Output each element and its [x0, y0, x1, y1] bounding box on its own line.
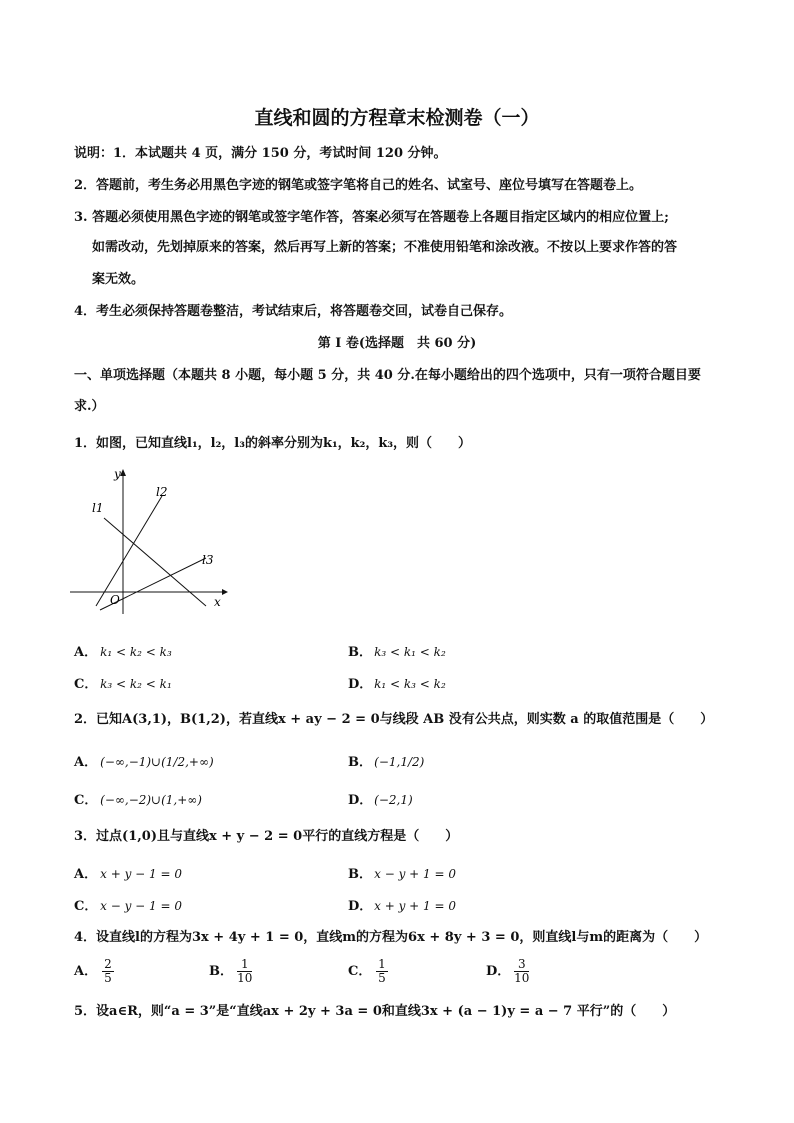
option-text: k₃ < k₁ < k₂ [374, 645, 446, 659]
fraction [514, 958, 529, 985]
question-1-option-d[interactable] [348, 676, 446, 693]
option-label: D． [486, 964, 511, 979]
option-text: (−∞,−2)∪(1,+∞) [100, 793, 202, 807]
option-label: C． [74, 899, 98, 914]
l3-label: l3 [202, 553, 214, 567]
question-3-option-d[interactable] [348, 898, 456, 915]
numerator: 3 [514, 958, 529, 972]
origin-label: O [110, 593, 120, 607]
y-axis-arrow-icon [120, 469, 126, 476]
question-1-figure [66, 466, 236, 616]
denominator: 10 [514, 971, 530, 985]
question-3-option-c[interactable] [74, 898, 182, 915]
option-label: A． [74, 645, 98, 660]
question-1-stem: 1．如图，已知直线l₁，l₂，l₃的斜率分别为k₁，k₂，k₃，则（ ） [74, 436, 472, 451]
instruction-line-3: 3. 答题必须使用黑色字迹的钢笔或签字笔作答，答案必须写在答题卷上各题目指定区域内的相应位置上; [74, 210, 669, 225]
denominator: 5 [104, 971, 112, 985]
option-label: C． [348, 964, 372, 979]
instruction-line-1: 说明：1．本试题共 4 页，满分 150 分，考试时间 120 分钟。 [74, 146, 447, 161]
option-label: C． [74, 793, 98, 808]
denominator: 10 [237, 971, 253, 985]
question-1-option-b[interactable] [348, 644, 446, 661]
option-label: A． [74, 755, 98, 770]
question-4-option-c[interactable] [348, 958, 390, 985]
y-axis-label: y [114, 467, 121, 481]
numerator: 2 [104, 957, 112, 971]
option-text: k₃ < k₂ < k₁ [100, 677, 172, 691]
instruction-line-6: 4．考生必须保持答题卷整洁，考试结束后，将答题卷交回，试卷自己保存。 [74, 304, 513, 319]
section-heading: 第 I 卷(选择题 共 60 分) [317, 336, 477, 351]
option-label: B． [209, 964, 233, 979]
option-label: B． [348, 755, 372, 770]
x-axis-label: x [214, 595, 221, 609]
option-label: B． [348, 867, 372, 882]
question-4-option-b[interactable] [209, 958, 254, 985]
option-label: A． [74, 867, 98, 882]
question-2-stem: 2．已知A(3,1)，B(1,2)，若直线x + ay − 2 = 0与线段 AB 没有公共点，则实数 a 的取值范围是（ ） [74, 712, 714, 727]
option-text: k₁ < k₃ < k₂ [374, 677, 446, 691]
option-text: x + y + 1 = 0 [374, 899, 457, 913]
question-3-option-b[interactable] [348, 866, 456, 883]
option-label: B． [348, 645, 372, 660]
numerator: 1 [237, 958, 252, 972]
question-4-stem: 4．设直线l的方程为3x + 4y + 1 = 0，直线m的方程为6x + 8y + 3 = 0，则直线l与m的距离为（ ） [74, 930, 708, 945]
question-2-option-b[interactable] [348, 754, 424, 771]
option-text: k₁ < k₂ < k₃ [100, 645, 172, 659]
l2-label: l2 [156, 485, 168, 499]
l1-label: l1 [92, 501, 104, 515]
option-text: x + y − 1 = 0 [100, 867, 183, 881]
question-3-stem: 3．过点(1,0)且与直线x + y − 2 = 0平行的直线方程是（ ） [74, 829, 459, 844]
question-4-option-a[interactable] [74, 958, 116, 985]
option-label: D． [348, 677, 373, 692]
option-label: D． [348, 899, 373, 914]
option-label: A． [74, 964, 98, 979]
x-axis-arrow-icon [222, 589, 228, 595]
option-text: (−∞,−1)∪(1/2,+∞) [100, 755, 214, 769]
instruction-line-5: 案无效。 [92, 272, 145, 287]
line-l2 [96, 496, 162, 606]
fraction [102, 958, 114, 985]
option-text: (−1,1/2) [374, 755, 425, 769]
option-text: (−2,1) [374, 793, 413, 807]
page-title: 直线和圆的方程章末检测卷（一） [254, 107, 540, 129]
denominator: 5 [378, 971, 386, 985]
question-2-option-d[interactable] [348, 792, 413, 809]
instruction-line-2: 2．答题前，考生务必用黑色字迹的钢笔或签字笔将自己的姓名、试室号、座位号填写在答题卷上。 [74, 178, 643, 193]
numerator: 1 [378, 957, 386, 971]
question-1-option-a[interactable] [74, 644, 172, 661]
question-5-stem: 5．设a∈R，则“a = 3”是“直线ax + 2y + 3a = 0和直线3x + (a − 1)y = a − 7 平行”的（ ） [74, 1004, 676, 1019]
question-1-option-c[interactable] [74, 676, 172, 693]
option-label: D． [348, 793, 373, 808]
question-3-option-a[interactable] [74, 866, 182, 883]
part-heading-line-1: 一、单项选择题（本题共 8 小题，每小题 5 分，共 40 分.在每小题给出的四个选项中，只有一项符合题目要 [74, 368, 701, 383]
option-label: C． [74, 677, 98, 692]
part-heading-line-2: 求.） [74, 399, 105, 414]
question-4-option-d[interactable] [486, 958, 531, 985]
option-text: x − y + 1 = 0 [374, 867, 457, 881]
option-text: x − y − 1 = 0 [100, 899, 183, 913]
question-2-option-c[interactable] [74, 792, 202, 809]
question-2-option-a[interactable] [74, 754, 214, 771]
fraction [237, 958, 252, 985]
fraction [376, 958, 388, 985]
instruction-line-4: 如需改动，先划掉原来的答案，然后再写上新的答案；不准使用铅笔和涂改液。不按以上要求作答的答 [92, 240, 678, 255]
